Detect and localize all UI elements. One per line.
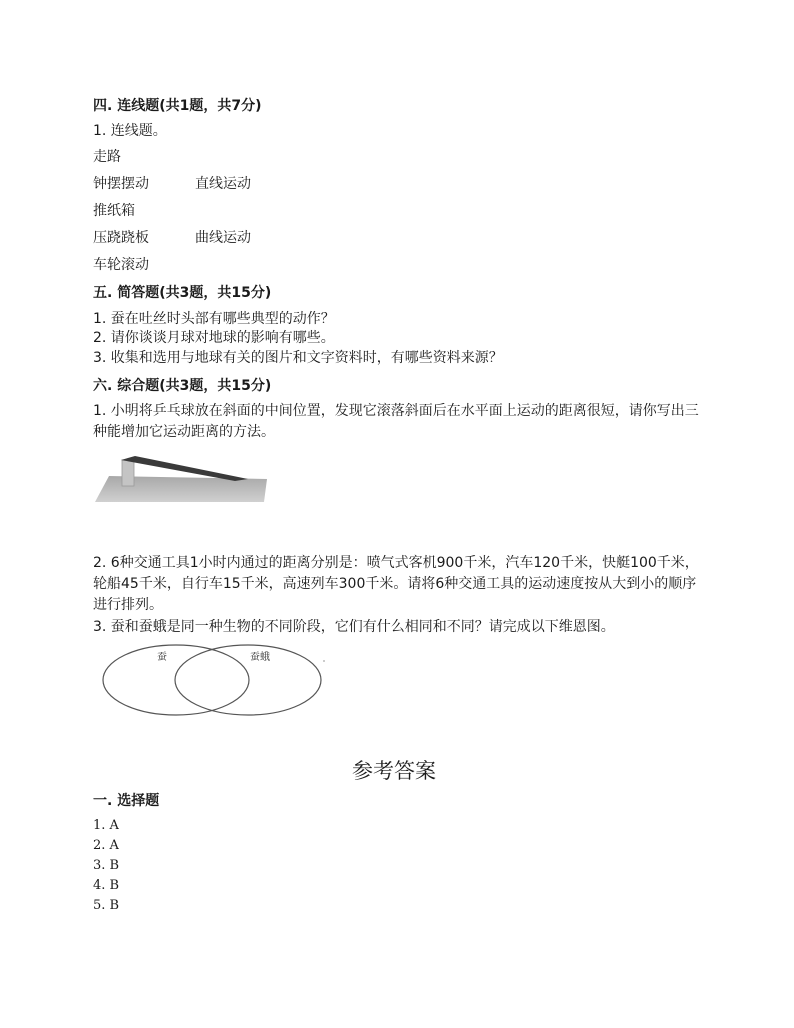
venn-left-circle: [103, 645, 249, 715]
answer-item: 3. B: [93, 858, 120, 873]
match-left-item: 车轮滚动: [93, 257, 149, 273]
answers-section-1-title: 一. 选择题: [93, 793, 160, 809]
section-5-title: 五. 简答题(共3题，共15分): [93, 285, 272, 301]
question-6-1: 1. 小明将乒乓球放在斜面的中间位置，发现它滚落斜面后在水平面上运动的距离很短，请你写出三种能增加它运动距离的方法。: [93, 403, 699, 440]
answer-item: 2. A: [93, 838, 119, 853]
question-5-2: 2. 请你谈谈月球对地球的影响有哪些。: [93, 330, 335, 346]
question-6-2: 2. 6种交通工具1小时内通过的距离分别是：喷气式客机900千米，汽车120千米，快艇100千米，轮船45千米，自行车15千米，高速列车300千米。请将6种交通工具的运动速度按从大到小的顺序进行排列。: [93, 555, 699, 613]
answers-title: 参考答案: [352, 759, 436, 783]
section-6-title: 六. 综合题(共3题，共15分): [93, 378, 272, 394]
question-6-3: 3. 蚕和蚕蛾是同一种生物的不同阶段，它们有什么相同和不同？请完成以下维恩图。: [93, 619, 615, 635]
match-left-item: 压跷跷板: [93, 230, 149, 246]
question-5-1: 1. 蚕在吐丝时头部有哪些典型的动作？: [93, 311, 335, 327]
venn-left-label: 蚕: [157, 652, 167, 663]
answer-item: 1. A: [93, 818, 119, 833]
answer-item: 4. B: [93, 878, 120, 893]
match-left-item: 走路: [93, 149, 121, 165]
answer-item: 5. B: [93, 898, 120, 913]
match-left-item: 推纸箱: [93, 203, 135, 219]
ramp-illustration: [95, 452, 267, 504]
venn-right-circle: [175, 645, 321, 715]
question-5-3: 3. 收集和选用与地球有关的图片和文字资料时，有哪些资料来源？: [93, 350, 503, 366]
section-4-title: 四. 连线题(共1题，共7分): [93, 98, 262, 114]
match-left-item: 钟摆摆动: [93, 176, 149, 192]
venn-right-label: 蚕蛾: [250, 652, 270, 663]
match-right-item: 直线运动: [195, 176, 251, 192]
match-right-item: 曲线运动: [195, 230, 251, 246]
venn-diagram: [100, 643, 330, 721]
ramp-support-block: [122, 460, 134, 486]
question-4-1: 1. 连线题。: [93, 123, 167, 139]
